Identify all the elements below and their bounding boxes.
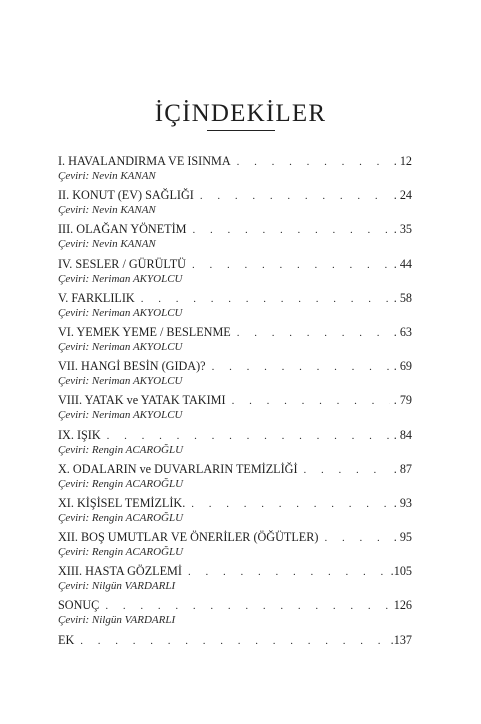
page-number: . 24 (393, 188, 412, 203)
toc-entry-line (58, 188, 412, 204)
toc-entry-line (58, 291, 412, 307)
page-number: 126 (393, 598, 412, 613)
toc-entry (58, 325, 412, 359)
translator-credit: Çeviri: Nevin KANAN (58, 238, 156, 251)
dot-leader (304, 463, 390, 478)
dot-leader (232, 394, 390, 409)
toc-entry-line (58, 496, 412, 512)
toc-entry (58, 428, 412, 462)
chapter-title: VIII. YATAK ve YATAK TAKIMI (58, 393, 226, 408)
toc-entry-line (58, 633, 412, 649)
chapter-title: VI. YEMEK YEME / BESLENME (58, 324, 231, 339)
translator-credit: Çeviri: Neriman AKYOLCU (58, 272, 183, 285)
dot-leader (141, 292, 390, 307)
chapter-title: EK (58, 632, 75, 647)
translator-credit: Çeviri: Nevin KANAN (58, 170, 156, 182)
toc-entry (58, 257, 412, 291)
chapter-title: SONUÇ (58, 598, 100, 613)
translator-credit: Çeviri: Neriman AKYOLCU (58, 375, 183, 388)
page-number: .137 (390, 632, 412, 647)
toc-entry (58, 530, 412, 564)
page-number: . 63 (393, 324, 412, 339)
dot-leader (324, 531, 389, 546)
chapter-title: II. KONUT (EV) SAĞLIĞI (58, 188, 194, 203)
dot-leader (80, 634, 386, 649)
dot-leader (188, 565, 387, 580)
toc-entry-line (58, 598, 412, 614)
page-number: . 44 (393, 256, 412, 271)
chapter-title: V. FARKLILIK (58, 290, 135, 305)
translator-credit: Çeviri: Neriman AKYOLCU (58, 409, 183, 422)
toc-entry (58, 564, 412, 598)
toc-entry-line (58, 154, 412, 170)
dot-leader (191, 497, 389, 512)
toc-entry-line (58, 359, 412, 375)
toc-entry (58, 188, 412, 222)
toc-entry-line (58, 530, 412, 546)
dot-leader (237, 326, 390, 341)
chapter-title: X. ODALARIN ve DUVARLARIN TEMİZLİĞİ (58, 461, 298, 476)
toc-entry-line (58, 564, 412, 580)
toc-entry (58, 496, 412, 530)
translator-credit: Çeviri: Rengin ACAROĞLU (58, 477, 184, 490)
toc-entry-line (58, 325, 412, 341)
chapter-title: IV. SESLER / GÜRÜLTÜ (58, 256, 186, 271)
page-number: . 58 (393, 290, 412, 305)
translator-credit: Çeviri: Neriman AKYOLCU (58, 340, 183, 353)
translator-credit: Çeviri: Neriman AKYOLCU (58, 306, 183, 319)
chapter-title: IX. IŞIK (58, 427, 101, 442)
dot-leader (200, 189, 390, 204)
title-divider (207, 130, 275, 131)
dot-leader (237, 155, 390, 170)
toc-entry-line (58, 393, 412, 409)
toc-entry (58, 633, 412, 667)
toc-entry-line (58, 222, 412, 238)
translator-credit: Çeviri: Rengin ACAROĞLU (58, 546, 184, 559)
page-number: . 69 (393, 359, 412, 374)
translator-credit: Çeviri: Rengin ACAROĞLU (58, 511, 184, 524)
dot-leader (105, 599, 389, 614)
chapter-title: XI. KİŞİSEL TEMİZLİK. (58, 495, 186, 510)
page-number: .105 (390, 564, 412, 579)
page-title: İÇİNDEKİLER (154, 99, 327, 127)
page-number: . 87 (393, 461, 412, 476)
translator-credit: Çeviri: Nilgün VARDARLI (58, 580, 176, 593)
toc-entry (58, 462, 412, 496)
chapter-title: I. HAVALANDIRMA VE ISINMA (58, 154, 231, 168)
translator-credit: Çeviri: Nevin KANAN (58, 204, 156, 217)
toc-entry-line (58, 462, 412, 478)
page-number: . 84 (393, 427, 412, 442)
toc-entry (58, 598, 412, 632)
dot-leader (193, 223, 390, 238)
page-number: . 12 (393, 154, 412, 168)
toc-entry-line (58, 428, 412, 444)
translator-credit: Çeviri: Nilgün VARDARLI (58, 614, 176, 627)
page-number: . 93 (393, 495, 412, 510)
page-number: . 95 (393, 530, 412, 545)
toc-entry (58, 291, 412, 325)
page-number: . 35 (393, 222, 412, 237)
toc-entry (58, 359, 412, 393)
toc-entry (58, 154, 412, 188)
toc-entry (58, 222, 412, 256)
page-number: . 79 (393, 393, 412, 408)
dot-leader (212, 360, 390, 375)
dot-leader (192, 258, 390, 273)
chapter-title: III. OLAĞAN YÖNETİM (58, 222, 187, 237)
chapter-title: XIII. HASTA GÖZLEMİ (58, 564, 182, 579)
translator-credit: Çeviri: Rengin ACAROĞLU (58, 443, 184, 456)
toc-entry-line (58, 257, 412, 273)
chapter-title: VII. HANGİ BESİN (GIDA)? (58, 359, 206, 374)
toc-entry (58, 393, 412, 427)
chapter-title: XII. BOŞ UMUTLAR VE ÖNERİLER (ÖĞÜTLER) (58, 530, 319, 545)
dot-leader (107, 429, 390, 444)
table-of-contents (58, 154, 412, 667)
